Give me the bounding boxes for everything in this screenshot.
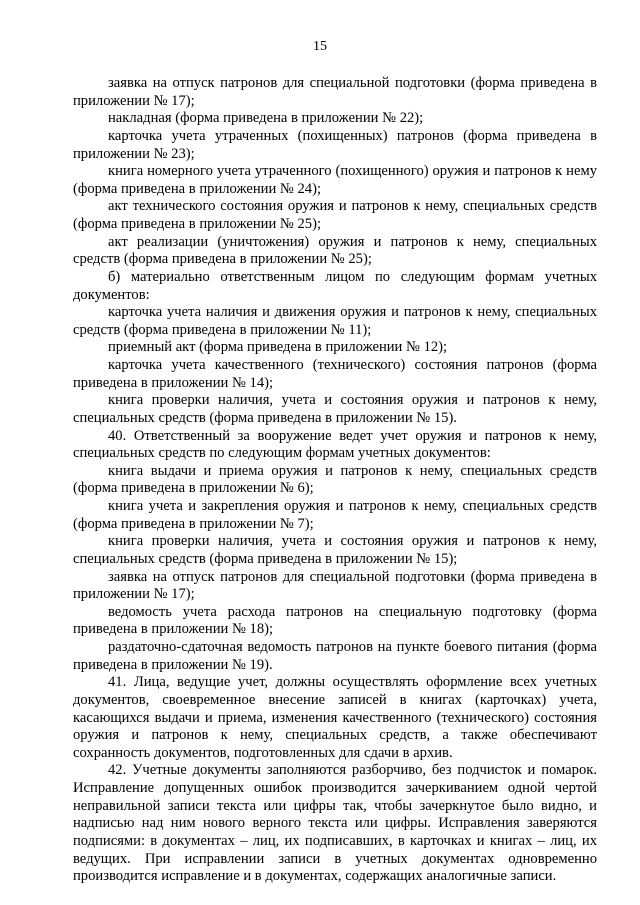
paragraph: раздаточно-сдаточная ведомость патронов на пункте боевого питания (форма приведена в приложении № 19). bbox=[73, 639, 597, 673]
paragraph: акт технического состояния оружия и патронов к нему, специальных средств (форма приведена в приложении № 25); bbox=[73, 198, 597, 232]
paragraph: заявка на отпуск патронов для специальной подготовки (форма приведена в приложении № 17); bbox=[73, 75, 597, 109]
paragraph: 42. Учетные документы заполняются разборчиво, без подчисток и помарок. Исправление допущенных ошибок производится зачеркиванием одной чертой неправильной записи текста или цифры так, чтобы зачеркнутое было видно, и надписью над ним нового верного текста или цифры. Исправления заверяются подписями: в документах – лиц, их подписавших, в карточках и книгах – лиц, их ведущих. При исправлении записи в учетных документах одновременно производится исправление и в документах, содержащих аналогичные записи. bbox=[73, 762, 597, 885]
paragraph: карточка учета утраченных (похищенных) патронов (форма приведена в приложении № 23); bbox=[73, 127, 597, 162]
paragraph: книга проверки наличия, учета и состояния оружия и патронов к нему, специальных средств (форма приведена в приложении № 15). bbox=[73, 392, 597, 426]
paragraph: книга номерного учета утраченного (похищенного) оружия и патронов к нему (форма приведена в приложении № 24); bbox=[73, 163, 597, 197]
paragraph: 41. Лица, ведущие учет, должны осуществлять оформление всех учетных документов, своевременное внесение записей в книгах (карточках) учета, касающихся выдачи и приема, изменения качественного (технического) состояния оружия и патронов к нему, специальных средств, а также обеспечивают сохранность документов, подготовленных для сдачи в архив. bbox=[73, 674, 597, 761]
document-body bbox=[73, 75, 597, 886]
paragraph: приемный акт (форма приведена в приложении № 12); bbox=[108, 339, 448, 356]
page-number: 15 bbox=[313, 39, 327, 54]
paragraph: 40. Ответственный за вооружение ведет учет оружия и патронов к нему, специальных средств по следующим формам учетных документов: bbox=[73, 427, 597, 462]
paragraph: карточка учета качественного (технического) состояния патронов (форма приведена в приложении № 14); bbox=[73, 357, 597, 391]
paragraph: карточка учета наличия и движения оружия и патронов к нему, специальных средств (форма приведена в приложении № 11); bbox=[73, 304, 597, 338]
paragraph: акт реализации (уничтожения) оружия и патронов к нему, специальных средств (форма приведена в приложении № 25); bbox=[73, 233, 597, 268]
paragraph: заявка на отпуск патронов для специальной подготовки (форма приведена в приложении № 17); bbox=[73, 568, 597, 603]
paragraph: накладная (форма приведена в приложении № 22); bbox=[108, 110, 424, 127]
paragraph: ведомость учета расхода патронов на специальную подготовку (форма приведена в приложении № 18); bbox=[73, 603, 597, 638]
paragraph: книга проверки наличия, учета и состояния оружия и патронов к нему, специальных средств (форма приведена в приложении № 15); bbox=[73, 533, 597, 567]
paragraph: б) материально ответственным лицом по следующим формам учетных документов: bbox=[73, 268, 597, 303]
paragraph: книга учета и закрепления оружия и патронов к нему, специальных средств (форма приведена в приложении № 7); bbox=[73, 498, 597, 532]
paragraph: книга выдачи и приема оружия и патронов к нему, специальных средств (форма приведена в приложении № 6); bbox=[73, 462, 597, 497]
